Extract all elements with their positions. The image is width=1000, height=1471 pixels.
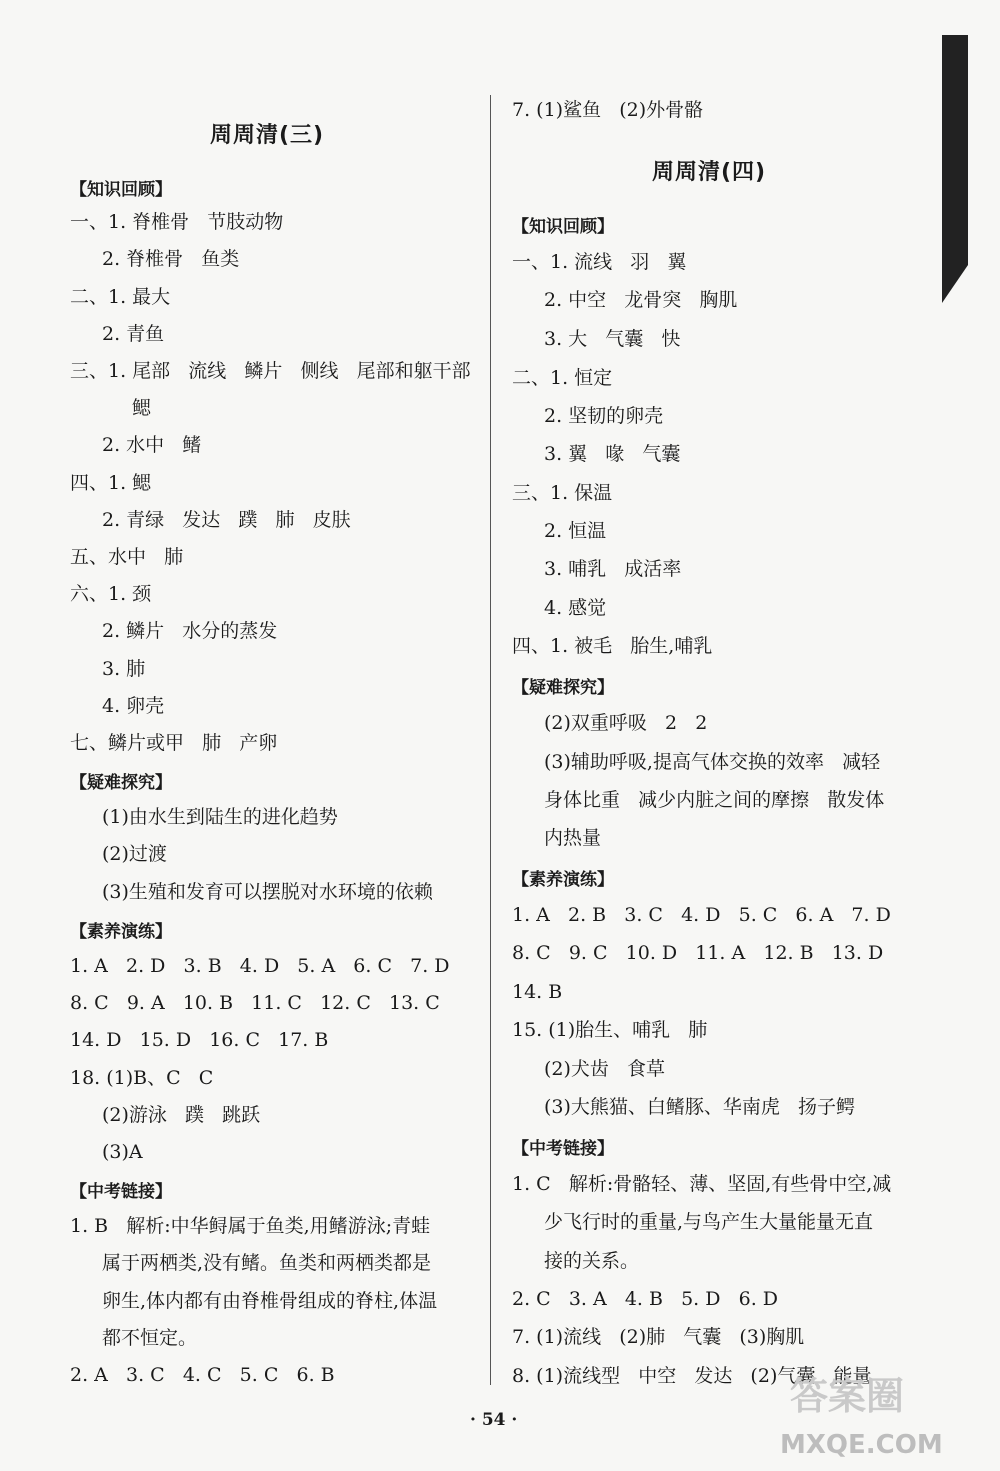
watermark-logo: 答案圈 (790, 1374, 905, 1418)
answer-line: 8. C 9. A 10. B 11. C 12. C 13. C (70, 992, 440, 1014)
heading-exam-link: 【中考链接】 (512, 1139, 614, 1159)
answer-line: 六、1. 颈 (70, 583, 152, 605)
answer-line: 七、鳞片或甲 肺 产卵 (70, 732, 278, 754)
answer-line: 三、1. 保温 (512, 482, 613, 504)
answer-line: 身体比重 减少内脏之间的摩擦 散发体 (544, 789, 885, 811)
answer-line: 1. A 2. B 3. C 4. D 5. C 6. A 7. D (512, 904, 891, 926)
answer-line: 3. 哺乳 成活率 (544, 558, 682, 580)
answer-line: 三、1. 尾部 流线 鳞片 侧线 尾部和躯干部 (70, 360, 471, 382)
answer-line: (2)犬齿 食草 (544, 1058, 666, 1080)
page-number: · 54 · (470, 1410, 518, 1430)
heading-difficult-inquiry: 【疑难探究】 (70, 773, 172, 793)
watermark-url: MXQE.COM (780, 1430, 943, 1460)
answer-line: 14. B (512, 981, 563, 1003)
answer-line: 8. (1)流线型 中空 发达 (2)气囊 能量 (512, 1365, 872, 1387)
answer-line: 3. 翼 喙 气囊 (544, 443, 681, 465)
heading-knowledge-review: 【知识回顾】 (70, 180, 172, 200)
answer-line: 2. C 3. A 4. B 5. D 6. D (512, 1288, 778, 1310)
answer-line: 1. C 解析:骨骼轻、薄、坚固,有些骨中空,减 (512, 1173, 892, 1195)
answer-line: 接的关系。 (544, 1250, 640, 1272)
answer-line: 4. 感觉 (544, 597, 607, 619)
answer-line: 3. 肺 (102, 658, 146, 680)
heading-difficult-inquiry: 【疑难探究】 (512, 678, 614, 698)
answer-line: 1. B 解析:中华鲟属于鱼类,用鳍游泳;青蛙 (70, 1215, 431, 1237)
answer-line: 2. 水中 鳍 (102, 434, 202, 456)
heading-literacy-practice: 【素养演练】 (70, 922, 172, 942)
answer-line: 8. C 9. C 10. D 11. A 12. B 13. D (512, 942, 884, 964)
answer-line: (3)生殖和发育可以摆脱对水环境的依赖 (102, 881, 433, 903)
answer-line: 卵生,体内都有由脊椎骨组成的脊柱,体温 (102, 1290, 438, 1312)
answer-line: 都不恒定。 (102, 1327, 198, 1349)
answer-line: 五、水中 肺 (70, 546, 184, 568)
answer-line: 2. 中空 龙骨突 胸肌 (544, 289, 738, 311)
answer-line: 2. 青绿 发达 蹼 肺 皮肤 (102, 509, 351, 531)
answer-line: (1)由水生到陆生的进化趋势 (102, 806, 338, 828)
side-tab-bar (942, 35, 968, 265)
answer-line: 1. A 2. D 3. B 4. D 5. A 6. C 7. D (70, 955, 450, 977)
answer-line: 14. D 15. D 16. C 17. B (70, 1029, 329, 1051)
heading-literacy-practice: 【素养演练】 (512, 870, 614, 890)
answer-line: 2. 鳞片 水分的蒸发 (102, 620, 278, 642)
answer-line: (3)大熊猫、白鳍豚、华南虎 扬子鳄 (544, 1096, 856, 1118)
answer-line: 18. (1)B、C C (70, 1067, 214, 1089)
answer-line: (3)辅助呼吸,提高气体交换的效率 减轻 (544, 751, 881, 773)
answer-line: 四、1. 被毛 胎生,哺乳 (512, 635, 713, 657)
answer-line: 四、1. 鳃 (70, 472, 152, 494)
answer-line: 2. 脊椎骨 鱼类 (102, 248, 240, 270)
answer-line: 2. 恒温 (544, 520, 607, 542)
heading-exam-link: 【中考链接】 (70, 1182, 172, 1202)
answer-line: 二、1. 最大 (70, 286, 171, 308)
answer-line: 一、1. 流线 羽 翼 (512, 251, 687, 273)
answer-line: 内热量 (544, 827, 602, 849)
answer-line: 2. 青鱼 (102, 323, 165, 345)
answer-line: 2. 坚韧的卵壳 (544, 405, 664, 427)
answer-line: 3. 大 气囊 快 (544, 328, 681, 350)
answer-line: (2)双重呼吸 2 2 (544, 712, 708, 734)
answer-line: 一、1. 脊椎骨 节肢动物 (70, 211, 284, 233)
answer-line: (2)游泳 蹼 跳跃 (102, 1104, 261, 1126)
heading-knowledge-review: 【知识回顾】 (512, 217, 614, 237)
answer-line: 7. (1)流线 (2)肺 气囊 (3)胸肌 (512, 1326, 805, 1348)
answer-line: 二、1. 恒定 (512, 367, 613, 389)
answer-line: 4. 卵壳 (102, 695, 165, 717)
answer-line: 属于两栖类,没有鳍。鱼类和两栖类都是 (102, 1252, 432, 1274)
section-title-4: 周周清(四) (652, 160, 767, 185)
section-title-3: 周周清(三) (210, 123, 325, 148)
answer-line: 2. A 3. C 4. C 5. C 6. B (70, 1364, 335, 1386)
answer-line: (3)A (102, 1141, 143, 1163)
side-tab-tip (942, 265, 968, 303)
answer-line: 7. (1)鲨鱼 (2)外骨骼 (512, 99, 704, 121)
answer-line: 鳃 (132, 397, 152, 419)
answer-line: (2)过渡 (102, 843, 167, 865)
column-divider (490, 95, 491, 1385)
answer-line: 少飞行时的重量,与鸟产生大量能量无直 (544, 1211, 874, 1233)
answer-line: 15. (1)胎生、哺乳 肺 (512, 1019, 708, 1041)
